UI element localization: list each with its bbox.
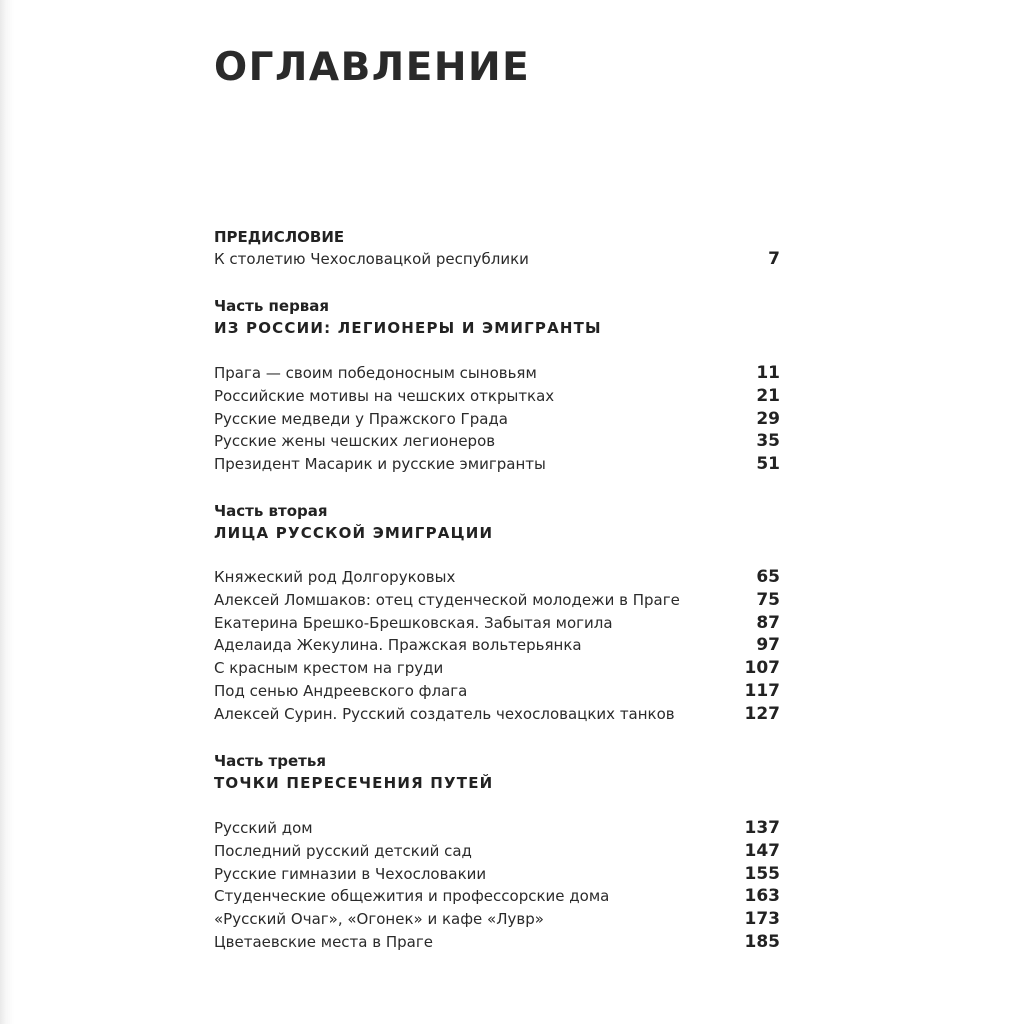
toc-entry-page: 117: [744, 680, 780, 701]
toc-entry: [214, 566, 780, 589]
toc-entry-title: Российские мотивы на чешских открытках: [214, 386, 555, 405]
preface-label: ПРЕДИСЛОВИЕ: [214, 228, 345, 246]
toc-entry-page: 21: [756, 385, 780, 406]
toc-entry: [214, 817, 780, 840]
toc-entry-title: С красным крестом на груди: [214, 659, 444, 678]
toc-entry-page: 137: [744, 818, 780, 838]
part-label: Часть первая: [214, 297, 330, 315]
toc-entry-title: Президент Масарик и русские эмигранты: [214, 455, 546, 474]
toc-entry: [214, 931, 780, 954]
toc-entry: [214, 589, 780, 612]
part-two-entries: [214, 566, 780, 726]
toc-entry-page: 127: [744, 703, 780, 724]
toc-entry-page: 163: [744, 886, 780, 907]
toc-entry-title: Екатерина Брешко-Брешковская. Забытая могила: [214, 613, 613, 632]
part-title: ТОЧКИ ПЕРЕСЕЧЕНИЯ ПУТЕЙ: [214, 774, 494, 792]
part-three-entries: [214, 817, 780, 954]
toc-entry-title: Русский дом: [214, 819, 313, 837]
toc-entry: [214, 703, 780, 726]
toc-entry-page: 75: [756, 589, 780, 610]
toc-entry: [214, 248, 780, 271]
toc-entry-page: 97: [756, 635, 780, 656]
toc-entry-page: 173: [744, 909, 780, 930]
toc-entry-title: Студенческие общежития и профессорские дома: [214, 887, 610, 906]
toc-entry-title: Прага — своим победоносным сыновьям: [214, 364, 537, 382]
part-one-header: [214, 295, 780, 339]
toc-entry: [214, 362, 780, 385]
toc-entry-page: 35: [756, 431, 780, 452]
preface-section: [214, 226, 780, 271]
part-title: ЛИЦА РУССКОЙ ЭМИГРАЦИИ: [214, 524, 494, 542]
toc-entry-page: 11: [756, 363, 780, 383]
toc-entry: [214, 680, 780, 703]
toc-entry: [214, 840, 780, 863]
part-label: Часть третья: [214, 752, 326, 770]
toc-entry: [214, 885, 780, 908]
toc-entry-page: 87: [756, 612, 780, 633]
part-three-header: [214, 750, 780, 794]
toc-entry: [214, 863, 780, 886]
toc-entry-page: 7: [768, 249, 780, 269]
part-label: Часть вторая: [214, 502, 328, 520]
toc-entry-page: 147: [744, 840, 780, 861]
toc-entry: [214, 453, 780, 476]
toc-entry-title: Цветаевские места в Праге: [214, 932, 433, 951]
toc-entry-title: Русские жены чешских легионеров: [214, 432, 496, 451]
toc-entry: [214, 908, 780, 931]
toc-entry-title: К столетию Чехословацкой республики: [214, 250, 529, 268]
toc-entry: [214, 612, 780, 635]
toc-entry-page: 155: [744, 863, 780, 884]
toc-entry-page: 29: [756, 408, 780, 429]
toc-entry: [214, 430, 780, 453]
part-two-header: [214, 500, 780, 544]
toc-entry-title: Последний русский детский сад: [214, 841, 472, 860]
toc-entry-title: Русские гимназии в Чехословакии: [214, 864, 487, 883]
toc-entry-page: 107: [744, 658, 780, 679]
toc-entry-title: Княжеский род Долгоруковых: [214, 568, 456, 586]
part-one-entries: [214, 362, 780, 476]
toc-entry-title: Русские медведи у Пражского Града: [214, 409, 508, 428]
toc-entry-title: Под сенью Андреевского флага: [214, 681, 468, 700]
toc-entry-title: Алексей Ломшаков: отец студенческой молодежи в Праге: [214, 590, 680, 609]
toc-entry-page: 65: [756, 567, 780, 587]
toc-entry-title: «Русский Очаг», «Огонек» и кафе «Лувр»: [214, 910, 544, 929]
toc-entry-title: Аделаида Жекулина. Пражская вольтерьянка: [214, 636, 582, 655]
page-title: ОГЛАВЛЕНИЕ: [214, 45, 531, 90]
part-title: ИЗ РОССИИ: ЛЕГИОНЕРЫ И ЭМИГРАНТЫ: [214, 319, 602, 337]
toc-entry: [214, 634, 780, 657]
toc-entry: [214, 657, 780, 680]
toc-entry: [214, 385, 780, 408]
toc-entry-page: 185: [744, 931, 780, 952]
toc-entry-title: Алексей Сурин. Русский создатель чехословацких танков: [214, 704, 675, 723]
toc-entry-page: 51: [756, 454, 780, 475]
toc-entry: [214, 408, 780, 431]
